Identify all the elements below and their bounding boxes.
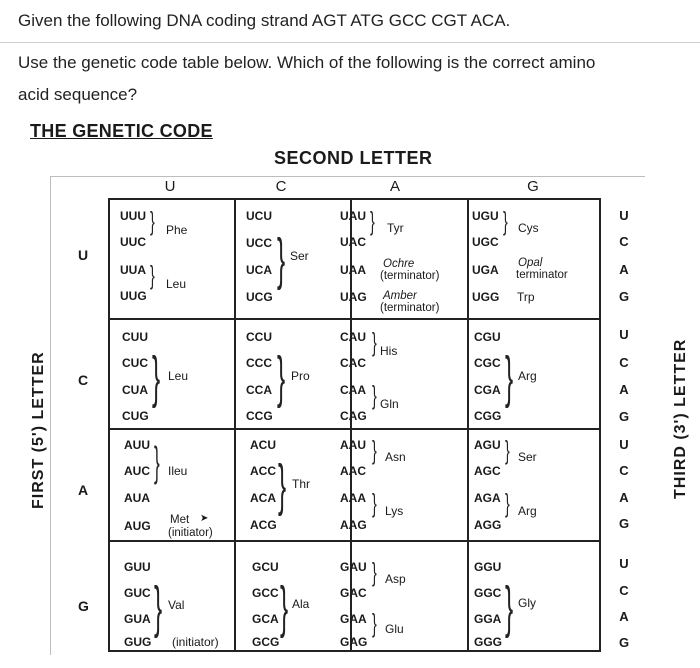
codon: GAC (340, 586, 367, 600)
brace: } (503, 206, 508, 236)
codon: GGA (474, 612, 502, 626)
first-letter-c: C (78, 372, 89, 388)
amino-acid: Arg (518, 504, 537, 518)
codon: GAU (340, 560, 367, 574)
codon: GAA (340, 612, 367, 626)
amino-acid: Ileu (168, 464, 188, 478)
codon: UCG (246, 290, 273, 304)
codon: UUA (120, 263, 146, 277)
second-letter-u: U (164, 178, 176, 195)
codon: UAA (340, 263, 366, 277)
codon: GGC (474, 586, 502, 600)
brace: } (370, 206, 375, 236)
question-line-3: acid sequence? (18, 85, 138, 104)
amino-acid: His (380, 344, 398, 358)
amino-acid: Tyr (387, 221, 404, 235)
third-letter-c: C (619, 234, 629, 249)
stop-codon-name: Amber (383, 290, 417, 302)
second-letter-a: A (389, 178, 400, 195)
amino-acid: Pro (291, 369, 310, 383)
grid-row-divider (110, 540, 599, 542)
codon: AGC (474, 464, 501, 478)
codon: GUA (124, 612, 151, 626)
codon: CCC (246, 356, 272, 370)
first-letter-u: U (78, 247, 89, 263)
third-letter-label: THIRD (3') LETTER (672, 338, 689, 499)
codon: CUC (122, 356, 148, 370)
amino-acid: Val (168, 598, 185, 612)
second-letter-c: C (275, 178, 287, 195)
brace: } (277, 227, 286, 291)
brace: } (505, 575, 514, 639)
codon: CCG (246, 409, 273, 423)
codon: GCU (252, 560, 279, 574)
codon: AAA (340, 491, 366, 505)
terminator-label: (terminator) (380, 302, 440, 314)
amino-acid: Arg (518, 369, 537, 383)
brace: } (372, 380, 377, 410)
third-letter-u: U (619, 556, 629, 571)
codon: CUG (122, 409, 149, 423)
brace: } (152, 345, 161, 409)
codon: ACA (250, 491, 276, 505)
codon: AUG (124, 519, 151, 533)
amino-acid: Asn (385, 450, 406, 464)
codon: UGU (472, 209, 499, 223)
first-letter-label: FIRST (5') LETTER (30, 351, 47, 509)
codon: AAU (340, 438, 366, 452)
question-line-1: Given the following DNA coding strand AGT ATG GCC CGT ACA. (18, 11, 511, 30)
brace: } (372, 327, 377, 357)
codon: GCC (252, 586, 279, 600)
codon: UUC (120, 235, 146, 249)
codon: UCA (246, 263, 272, 277)
codon: UGG (472, 290, 500, 304)
codon: ACG (250, 518, 277, 532)
first-letter-g: G (78, 598, 89, 614)
brace: } (277, 345, 286, 409)
initiator-label: (initiator) (168, 527, 213, 539)
brace: } (505, 488, 510, 518)
brace: } (505, 345, 514, 409)
brace: } (372, 608, 377, 638)
terminator-label: (terminator) (380, 270, 440, 282)
third-letter-a: A (619, 490, 629, 505)
third-letter-u: U (619, 437, 629, 452)
stop-codon-name: Ochre (383, 258, 415, 270)
codon: UUG (120, 289, 147, 303)
grid-row-divider (110, 428, 599, 430)
codon: GGG (474, 635, 503, 649)
codon: AGA (474, 491, 501, 505)
stop-codon-name: Opal (518, 257, 543, 269)
codon: CAA (340, 383, 366, 397)
codon: AUC (124, 464, 150, 478)
codon: GUG (124, 635, 152, 649)
first-letter-a: A (78, 482, 89, 498)
grid-row-divider (110, 318, 599, 320)
third-letter-g: G (618, 516, 630, 531)
codon: AUU (124, 438, 150, 452)
amino-acid: Glu (385, 622, 404, 636)
codon: GAG (340, 635, 368, 649)
third-letter-u: U (619, 327, 629, 342)
codon: UUU (120, 209, 146, 223)
codon: CAU (340, 330, 366, 344)
codon: ACC (250, 464, 276, 478)
codon: GCG (252, 635, 280, 649)
third-letter-g: G (618, 289, 630, 304)
codon: UAC (340, 235, 366, 249)
amino-acid: Leu (168, 369, 189, 383)
amino-acid: Lys (385, 504, 404, 518)
brace: } (150, 206, 155, 236)
codon: CGG (474, 409, 502, 423)
codon: GUC (124, 586, 151, 600)
codon: AGG (474, 518, 502, 532)
amino-acid: Trp (517, 290, 535, 304)
third-letter-c: C (619, 583, 629, 598)
codon: AUA (124, 491, 150, 505)
codon: CCA (246, 383, 272, 397)
arrow-icon: ➤ (200, 513, 209, 524)
amino-acid: Ser (290, 249, 309, 263)
brace: } (278, 453, 287, 517)
brace: } (150, 260, 155, 290)
second-letter-g: G (527, 178, 539, 195)
codon: AAC (340, 464, 366, 478)
codon: GCA (252, 612, 279, 626)
codon: ACU (250, 438, 276, 452)
codon: AGU (474, 438, 501, 452)
third-letter-g: G (618, 409, 630, 424)
initiator-label: (initiator) (172, 635, 219, 649)
codon: CUU (122, 330, 148, 344)
third-letter-c: C (619, 355, 629, 370)
brace: } (372, 435, 377, 465)
terminator-label: terminator (516, 269, 568, 281)
amino-acid: Met (170, 514, 190, 526)
amino-acid: Thr (292, 477, 310, 491)
codon: CGA (474, 383, 501, 397)
amino-acid: Phe (166, 223, 188, 237)
amino-acid: Cys (518, 221, 539, 235)
codon: UCU (246, 209, 272, 223)
third-letter-a: A (619, 382, 629, 397)
brace: } (154, 575, 163, 639)
grid-col-divider (467, 200, 469, 650)
codon: CGC (474, 356, 501, 370)
third-letter-a: A (619, 262, 629, 277)
brace: } (372, 488, 377, 518)
amino-acid: Asp (385, 572, 406, 586)
divider (0, 42, 700, 43)
codon: CAG (340, 409, 367, 423)
amino-acid: Leu (166, 277, 187, 291)
amino-acid: Ala (292, 597, 310, 611)
brace: } (372, 557, 377, 587)
amino-acid: Ser (518, 450, 537, 464)
genetic-code-heading: THE GENETIC CODE (30, 121, 213, 141)
codon: CAC (340, 356, 366, 370)
amino-acid: Gln (380, 397, 399, 411)
codon: UCC (246, 236, 272, 250)
codon: UGA (472, 263, 499, 277)
codon: CGU (474, 330, 501, 344)
brace: } (280, 575, 289, 639)
brace: } (154, 439, 160, 487)
third-letter-u: U (619, 208, 629, 223)
codon: CUA (122, 383, 148, 397)
codon: GUU (124, 560, 151, 574)
brace: } (505, 435, 510, 465)
third-letter-c: C (619, 463, 629, 478)
codon: CCU (246, 330, 272, 344)
third-letter-g: G (618, 635, 630, 650)
second-letter-label: SECOND LETTER (274, 148, 433, 168)
codon: GGU (474, 560, 502, 574)
codon: UAU (340, 209, 366, 223)
third-letter-a: A (619, 609, 629, 624)
codon: AAG (340, 518, 367, 532)
codon: UAG (340, 290, 367, 304)
grid-col-divider (234, 200, 236, 650)
amino-acid: Gly (518, 596, 536, 610)
question-line-2: Use the genetic code table below. Which of the following is the correct amino (18, 53, 596, 72)
codon: UGC (472, 235, 499, 249)
